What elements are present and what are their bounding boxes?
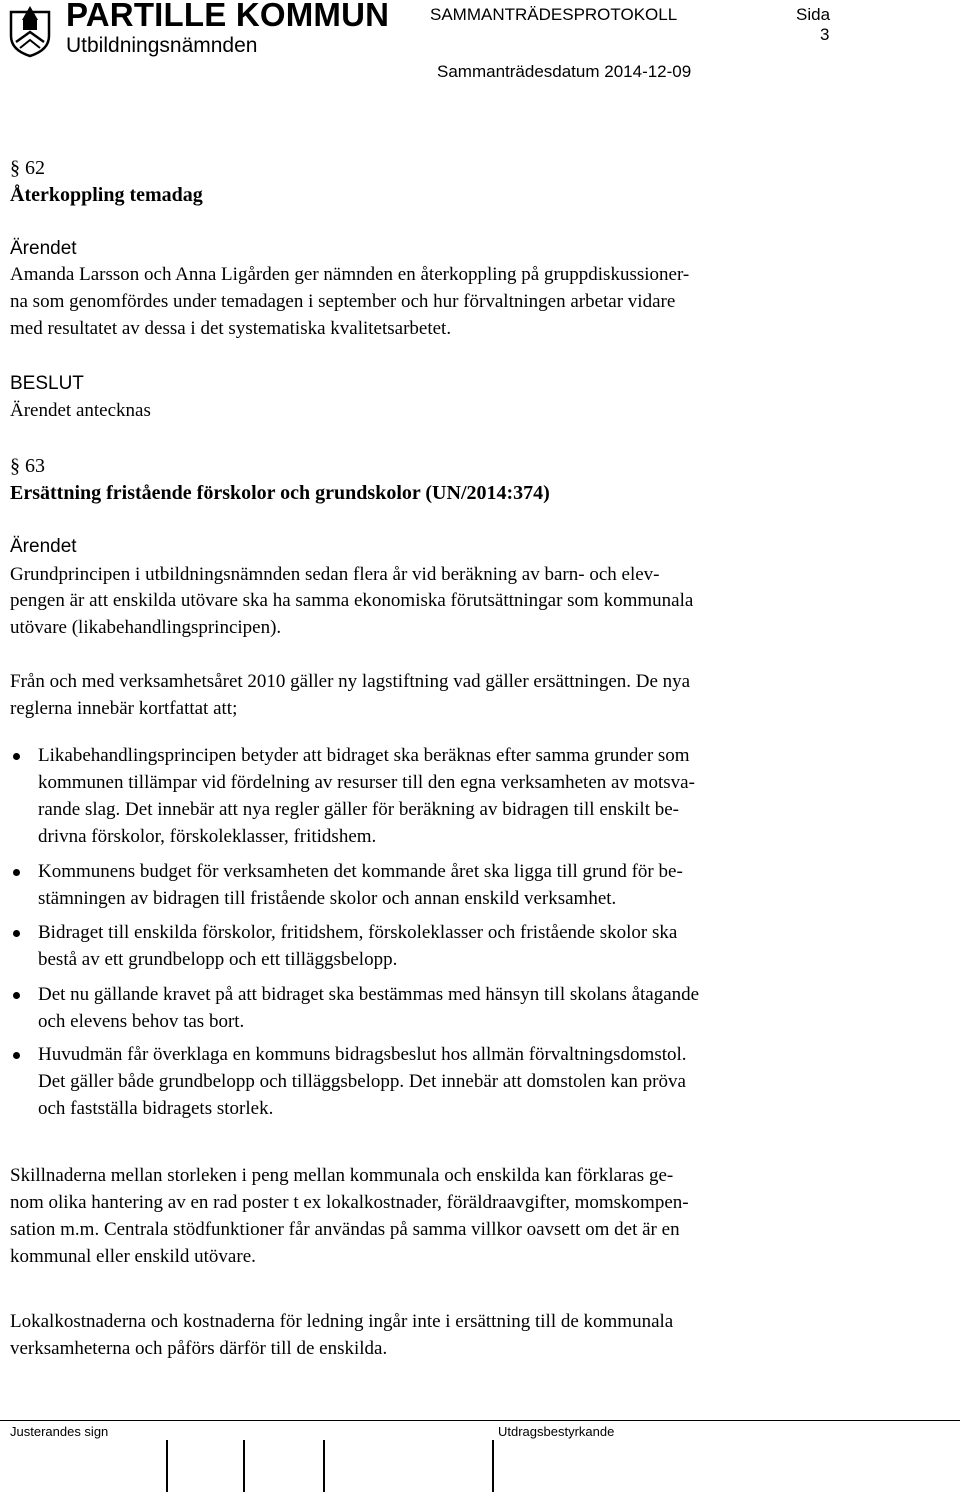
bullet-line: och fastställa bidragets storlek. — [38, 1098, 274, 1119]
bullet-line: rande slag. Det innebär att nya regler gäller för beräkning av bidragen till enskilt be- — [38, 799, 679, 820]
section-62-beslut-heading: BESLUT — [10, 373, 84, 394]
section-63-number: § 63 — [10, 455, 45, 477]
paragraph-line: Från och med verksamhetsåret 2010 gäller ny lagstiftning vad gäller ersättningen. De nya — [10, 671, 691, 692]
bullet-icon — [13, 1052, 20, 1059]
signature-field-divider — [323, 1440, 325, 1492]
bullet-icon — [13, 753, 20, 760]
bullet-line: bestå av ett grundbelopp och ett tilläggsbelopp. — [38, 949, 398, 970]
section-63-arendet-heading: Ärendet — [10, 536, 77, 557]
page-label: Sida — [796, 5, 831, 24]
signature-field-divider — [243, 1440, 245, 1492]
section-62-text-line: Amanda Larsson och Anna Ligården ger nämnden en återkoppling på gruppdiskussioner- — [10, 264, 690, 285]
bullet-line: Det gäller både grundbelopp och tilläggsbelopp. Det innebär att domstolen kan pröva — [38, 1071, 686, 1092]
section-62-number: § 62 — [10, 157, 45, 179]
footer-utdragsbestyrkande: Utdragsbestyrkande — [498, 1424, 615, 1439]
paragraph-line: verksamheterna och påförs därför till de enskilda. — [10, 1338, 388, 1359]
paragraph-line: Lokalkostnaderna och kostnaderna för ledning ingår inte i ersättning till de kommunala — [10, 1311, 674, 1332]
bullet-line: Bidraget till enskilda förskolor, fritidshem, förskoleklasser och fristående skolor ska — [38, 922, 678, 943]
bullet-line: Det nu gällande kravet på att bidraget ska bestämmas med hänsyn till skolans åtagande — [38, 984, 700, 1005]
section-62-title: Återkoppling temadag — [10, 184, 203, 206]
municipal-coat-of-arms-icon — [8, 2, 52, 58]
bullet-line: Huvudmän får överklaga en kommuns bidragsbeslut hos allmän förvaltningsdomstol. — [38, 1044, 687, 1065]
signature-field-divider — [492, 1440, 494, 1492]
footer-justerandes-sign: Justerandes sign — [10, 1424, 109, 1439]
section-63-title: Ersättning fristående förskolor och grundskolor (UN/2014:374) — [10, 482, 550, 504]
bullet-line: Kommunens budget för verksamheten det kommande året ska ligga till grund för be- — [38, 861, 683, 882]
section-62-arendet-heading: Ärendet — [10, 238, 77, 259]
bullet-line: stämningen av bidragen till fristående skolor och annan enskild verksamhet. — [38, 888, 617, 909]
paragraph-line: Skillnaderna mellan storleken i peng mellan kommunala och enskilda kan förklaras ge- — [10, 1165, 674, 1186]
bullet-line: Likabehandlingsprincipen betyder att bidraget ska beräknas efter samma grunder som — [38, 745, 690, 766]
section-62-beslut-text: Ärendet antecknas — [10, 400, 151, 421]
department-name: Utbildningsnämnden — [66, 34, 258, 57]
paragraph-line: nom olika hantering av en rad poster t ex lokalkostnader, föräldraavgifter, momskompen- — [10, 1192, 689, 1213]
protocol-title: SAMMANTRÄDESPROTOKOLL — [430, 5, 678, 24]
paragraph-line: pengen är att enskilda utövare ska ha samma ekonomiska förutsättningar som kommunala — [10, 590, 694, 611]
paragraph-line: reglerna innebär kortfattat att; — [10, 698, 238, 719]
bullet-icon — [13, 930, 20, 937]
bullet-line: och elevens behov tas bort. — [38, 1011, 245, 1032]
bullet-icon — [13, 992, 20, 999]
paragraph-line: kommunal eller enskild utövare. — [10, 1246, 256, 1267]
paragraph-line: utövare (likabehandlingsprincipen). — [10, 617, 282, 638]
footer-divider — [0, 1420, 960, 1421]
organization-name: PARTILLE KOMMUN — [66, 0, 390, 33]
bullet-icon — [13, 869, 20, 876]
section-62-text-line: med resultatet av dessa i det systematiska kvalitetsarbetet. — [10, 318, 452, 339]
paragraph-line: Grundprincipen i utbildningsnämnden sedan flera år vid beräkning av barn- och elev- — [10, 564, 660, 585]
bullet-line: kommunen tillämpar vid fördelning av resurser till den egna verksamheten av motsva- — [38, 772, 695, 793]
signature-field-divider — [166, 1440, 168, 1492]
meeting-date: Sammanträdesdatum 2014-12-09 — [437, 62, 692, 81]
paragraph-line: sation m.m. Centrala stödfunktioner får användas på samma villkor oavsett om det är en — [10, 1219, 680, 1240]
section-62-text-line: na som genomfördes under temadagen i september och hur förvaltningen arbetar vidare — [10, 291, 676, 312]
page-number: 3 — [820, 25, 830, 44]
bullet-line: drivna förskolor, förskoleklasser, fritidshem. — [38, 826, 377, 847]
